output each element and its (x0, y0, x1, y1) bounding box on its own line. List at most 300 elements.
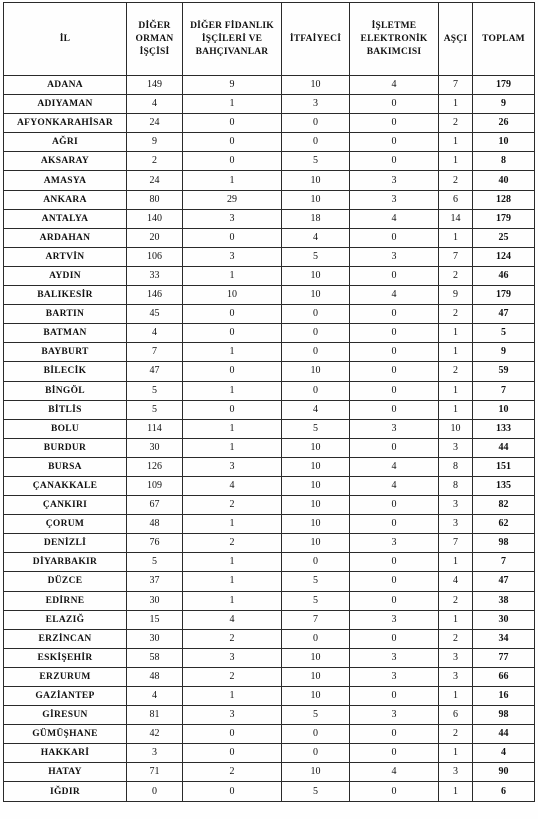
orman-iscisi-cell: 81 (127, 706, 183, 725)
province-cell: GİRESUN (4, 706, 127, 725)
toplam-cell: 179 (473, 209, 535, 228)
orman-iscisi-cell: 106 (127, 247, 183, 266)
toplam-cell: 5 (473, 324, 535, 343)
fidanlik-iscileri-cell: 0 (183, 114, 282, 133)
elektronik-bakimcisi-cell: 0 (350, 381, 439, 400)
elektronik-bakimcisi-cell: 4 (350, 763, 439, 782)
fidanlik-iscileri-cell: 1 (183, 553, 282, 572)
toplam-cell: 90 (473, 763, 535, 782)
itfaiyeci-cell: 0 (282, 133, 350, 152)
toplam-cell: 179 (473, 286, 535, 305)
asci-cell: 2 (439, 305, 473, 324)
province-cell: AĞRI (4, 133, 127, 152)
asci-cell: 2 (439, 725, 473, 744)
fidanlik-iscileri-cell: 1 (183, 572, 282, 591)
toplam-cell: 38 (473, 591, 535, 610)
table-row (4, 95, 535, 114)
column-header-fidanlik-iscileri: DİĞER FİDANLIK İŞÇİLERİ VE BAHÇIVANLAR (183, 3, 282, 76)
asci-cell: 2 (439, 591, 473, 610)
toplam-cell: 30 (473, 610, 535, 629)
elektronik-bakimcisi-cell: 0 (350, 95, 439, 114)
table-row (4, 133, 535, 152)
asci-cell: 3 (439, 763, 473, 782)
fidanlik-iscileri-cell: 2 (183, 534, 282, 553)
orman-iscisi-cell: 20 (127, 228, 183, 247)
itfaiyeci-cell: 5 (282, 572, 350, 591)
orman-iscisi-cell: 2 (127, 152, 183, 171)
asci-cell: 1 (439, 343, 473, 362)
elektronik-bakimcisi-cell: 0 (350, 515, 439, 534)
itfaiyeci-cell: 10 (282, 687, 350, 706)
itfaiyeci-cell: 0 (282, 553, 350, 572)
orman-iscisi-cell: 114 (127, 419, 183, 438)
fidanlik-iscileri-cell: 4 (183, 610, 282, 629)
toplam-cell: 77 (473, 648, 535, 667)
table-row (4, 629, 535, 648)
fidanlik-iscileri-cell: 1 (183, 381, 282, 400)
province-cell: DÜZCE (4, 572, 127, 591)
toplam-cell: 151 (473, 457, 535, 476)
toplam-cell: 6 (473, 782, 535, 801)
asci-cell: 1 (439, 95, 473, 114)
itfaiyeci-cell: 3 (282, 95, 350, 114)
province-cell: ANTALYA (4, 209, 127, 228)
toplam-cell: 4 (473, 744, 535, 763)
asci-cell: 3 (439, 667, 473, 686)
asci-cell: 6 (439, 706, 473, 725)
toplam-cell: 40 (473, 171, 535, 190)
fidanlik-iscileri-cell: 1 (183, 266, 282, 285)
orman-iscisi-cell: 9 (127, 133, 183, 152)
toplam-cell: 10 (473, 400, 535, 419)
table-row (4, 534, 535, 553)
province-cell: ARTVİN (4, 247, 127, 266)
province-cell: ERZİNCAN (4, 629, 127, 648)
orman-iscisi-cell: 5 (127, 400, 183, 419)
asci-cell: 1 (439, 228, 473, 247)
elektronik-bakimcisi-cell: 3 (350, 247, 439, 266)
asci-cell: 3 (439, 515, 473, 534)
elektronik-bakimcisi-cell: 0 (350, 305, 439, 324)
table-row (4, 247, 535, 266)
toplam-cell: 82 (473, 496, 535, 515)
province-cell: HAKKARİ (4, 744, 127, 763)
toplam-cell: 46 (473, 266, 535, 285)
fidanlik-iscileri-cell: 4 (183, 476, 282, 495)
asci-cell: 3 (439, 648, 473, 667)
elektronik-bakimcisi-cell: 3 (350, 190, 439, 209)
elektronik-bakimcisi-cell: 0 (350, 782, 439, 801)
itfaiyeci-cell: 10 (282, 76, 350, 95)
table-row (4, 228, 535, 247)
orman-iscisi-cell: 67 (127, 496, 183, 515)
province-cell: IĞDIR (4, 782, 127, 801)
asci-cell: 4 (439, 572, 473, 591)
province-cell: BİTLİS (4, 400, 127, 419)
itfaiyeci-cell: 18 (282, 209, 350, 228)
elektronik-bakimcisi-cell: 0 (350, 438, 439, 457)
table-row (4, 324, 535, 343)
itfaiyeci-cell: 0 (282, 114, 350, 133)
itfaiyeci-cell: 5 (282, 706, 350, 725)
orman-iscisi-cell: 48 (127, 515, 183, 534)
table-row (4, 343, 535, 362)
fidanlik-iscileri-cell: 0 (183, 305, 282, 324)
table-row (4, 744, 535, 763)
table-row (4, 687, 535, 706)
province-cell: ÇORUM (4, 515, 127, 534)
elektronik-bakimcisi-cell: 4 (350, 476, 439, 495)
table-row (4, 476, 535, 495)
toplam-cell: 179 (473, 76, 535, 95)
table-row (4, 114, 535, 133)
fidanlik-iscileri-cell: 1 (183, 687, 282, 706)
toplam-cell: 44 (473, 438, 535, 457)
table-row (4, 457, 535, 476)
asci-cell: 8 (439, 457, 473, 476)
province-cell: DİYARBAKIR (4, 553, 127, 572)
table-row (4, 553, 535, 572)
orman-iscisi-cell: 4 (127, 687, 183, 706)
fidanlik-iscileri-cell: 1 (183, 343, 282, 362)
orman-iscisi-cell: 24 (127, 114, 183, 133)
elektronik-bakimcisi-cell: 0 (350, 572, 439, 591)
toplam-cell: 25 (473, 228, 535, 247)
fidanlik-iscileri-cell: 1 (183, 95, 282, 114)
elektronik-bakimcisi-cell: 0 (350, 133, 439, 152)
asci-cell: 1 (439, 133, 473, 152)
table-row (4, 515, 535, 534)
orman-iscisi-cell: 24 (127, 171, 183, 190)
asci-cell: 2 (439, 362, 473, 381)
itfaiyeci-cell: 0 (282, 725, 350, 744)
orman-iscisi-cell: 3 (127, 744, 183, 763)
fidanlik-iscileri-cell: 0 (183, 725, 282, 744)
asci-cell: 2 (439, 629, 473, 648)
toplam-cell: 7 (473, 381, 535, 400)
fidanlik-iscileri-cell: 9 (183, 76, 282, 95)
orman-iscisi-cell: 4 (127, 95, 183, 114)
table-row (4, 610, 535, 629)
table-row (4, 591, 535, 610)
orman-iscisi-cell: 149 (127, 76, 183, 95)
itfaiyeci-cell: 10 (282, 667, 350, 686)
table-row (4, 725, 535, 744)
asci-cell: 1 (439, 610, 473, 629)
asci-cell: 1 (439, 553, 473, 572)
table-row (4, 76, 535, 95)
orman-iscisi-cell: 42 (127, 725, 183, 744)
itfaiyeci-cell: 10 (282, 171, 350, 190)
itfaiyeci-cell: 10 (282, 266, 350, 285)
itfaiyeci-cell: 4 (282, 400, 350, 419)
column-header-asci: AŞÇI (439, 3, 473, 76)
fidanlik-iscileri-cell: 1 (183, 515, 282, 534)
table-body (4, 76, 535, 802)
province-cell: GAZİANTEP (4, 687, 127, 706)
elektronik-bakimcisi-cell: 0 (350, 152, 439, 171)
itfaiyeci-cell: 10 (282, 476, 350, 495)
fidanlik-iscileri-cell: 3 (183, 648, 282, 667)
fidanlik-iscileri-cell: 1 (183, 419, 282, 438)
elektronik-bakimcisi-cell: 0 (350, 228, 439, 247)
asci-cell: 14 (439, 209, 473, 228)
itfaiyeci-cell: 10 (282, 457, 350, 476)
elektronik-bakimcisi-cell: 0 (350, 553, 439, 572)
toplam-cell: 62 (473, 515, 535, 534)
orman-iscisi-cell: 146 (127, 286, 183, 305)
asci-cell: 1 (439, 782, 473, 801)
fidanlik-iscileri-cell: 1 (183, 591, 282, 610)
orman-iscisi-cell: 30 (127, 629, 183, 648)
fidanlik-iscileri-cell: 2 (183, 763, 282, 782)
table-row (4, 438, 535, 457)
province-cell: AKSARAY (4, 152, 127, 171)
orman-iscisi-cell: 45 (127, 305, 183, 324)
orman-iscisi-cell: 80 (127, 190, 183, 209)
fidanlik-iscileri-cell: 0 (183, 362, 282, 381)
toplam-cell: 128 (473, 190, 535, 209)
itfaiyeci-cell: 10 (282, 534, 350, 553)
fidanlik-iscileri-cell: 10 (183, 286, 282, 305)
provincial-staff-table (3, 2, 535, 802)
fidanlik-iscileri-cell: 2 (183, 496, 282, 515)
itfaiyeci-cell: 0 (282, 744, 350, 763)
toplam-cell: 124 (473, 247, 535, 266)
orman-iscisi-cell: 47 (127, 362, 183, 381)
toplam-cell: 8 (473, 152, 535, 171)
province-cell: DENİZLİ (4, 534, 127, 553)
orman-iscisi-cell: 58 (127, 648, 183, 667)
orman-iscisi-cell: 5 (127, 381, 183, 400)
itfaiyeci-cell: 0 (282, 343, 350, 362)
table-row (4, 648, 535, 667)
asci-cell: 10 (439, 419, 473, 438)
elektronik-bakimcisi-cell: 0 (350, 725, 439, 744)
itfaiyeci-cell: 4 (282, 228, 350, 247)
elektronik-bakimcisi-cell: 4 (350, 457, 439, 476)
table-row (4, 305, 535, 324)
province-cell: ELAZIĞ (4, 610, 127, 629)
orman-iscisi-cell: 0 (127, 782, 183, 801)
province-cell: ÇANKIRI (4, 496, 127, 515)
orman-iscisi-cell: 33 (127, 266, 183, 285)
elektronik-bakimcisi-cell: 3 (350, 706, 439, 725)
orman-iscisi-cell: 37 (127, 572, 183, 591)
province-cell: BARTIN (4, 305, 127, 324)
itfaiyeci-cell: 5 (282, 782, 350, 801)
elektronik-bakimcisi-cell: 0 (350, 629, 439, 648)
column-header-orman-iscisi: DİĞER ORMAN İŞÇİSİ (127, 3, 183, 76)
fidanlik-iscileri-cell: 1 (183, 171, 282, 190)
table-row (4, 400, 535, 419)
province-cell: BALIKESİR (4, 286, 127, 305)
orman-iscisi-cell: 30 (127, 591, 183, 610)
elektronik-bakimcisi-cell: 0 (350, 362, 439, 381)
toplam-cell: 26 (473, 114, 535, 133)
asci-cell: 1 (439, 400, 473, 419)
asci-cell: 2 (439, 114, 473, 133)
province-cell: BOLU (4, 419, 127, 438)
orman-iscisi-cell: 15 (127, 610, 183, 629)
table-row (4, 190, 535, 209)
itfaiyeci-cell: 10 (282, 362, 350, 381)
fidanlik-iscileri-cell: 0 (183, 152, 282, 171)
province-cell: AMASYA (4, 171, 127, 190)
table-row (4, 381, 535, 400)
province-cell: GÜMÜŞHANE (4, 725, 127, 744)
province-cell: BURDUR (4, 438, 127, 457)
province-cell: AYDIN (4, 266, 127, 285)
asci-cell: 7 (439, 76, 473, 95)
elektronik-bakimcisi-cell: 0 (350, 324, 439, 343)
toplam-cell: 7 (473, 553, 535, 572)
column-header-toplam: TOPLAM (473, 3, 535, 76)
itfaiyeci-cell: 5 (282, 419, 350, 438)
elektronik-bakimcisi-cell: 0 (350, 114, 439, 133)
asci-cell: 8 (439, 476, 473, 495)
province-cell: ARDAHAN (4, 228, 127, 247)
asci-cell: 2 (439, 171, 473, 190)
toplam-cell: 98 (473, 706, 535, 725)
table-row (4, 667, 535, 686)
elektronik-bakimcisi-cell: 3 (350, 667, 439, 686)
toplam-cell: 135 (473, 476, 535, 495)
toplam-cell: 133 (473, 419, 535, 438)
province-cell: ADIYAMAN (4, 95, 127, 114)
province-cell: ESKİŞEHİR (4, 648, 127, 667)
column-header-itfaiyeci: İTFAİYECİ (282, 3, 350, 76)
itfaiyeci-cell: 0 (282, 305, 350, 324)
toplam-cell: 44 (473, 725, 535, 744)
province-cell: BURSA (4, 457, 127, 476)
elektronik-bakimcisi-cell: 3 (350, 171, 439, 190)
province-cell: EDİRNE (4, 591, 127, 610)
column-header-elektronik-bakimcisi: İŞLETME ELEKTRONİK BAKIMCISI (350, 3, 439, 76)
header-row (4, 3, 535, 76)
fidanlik-iscileri-cell: 0 (183, 133, 282, 152)
fidanlik-iscileri-cell: 0 (183, 228, 282, 247)
table-row (4, 706, 535, 725)
itfaiyeci-cell: 5 (282, 152, 350, 171)
toplam-cell: 9 (473, 95, 535, 114)
orman-iscisi-cell: 109 (127, 476, 183, 495)
fidanlik-iscileri-cell: 0 (183, 400, 282, 419)
fidanlik-iscileri-cell: 3 (183, 209, 282, 228)
elektronik-bakimcisi-cell: 4 (350, 209, 439, 228)
itfaiyeci-cell: 7 (282, 610, 350, 629)
elektronik-bakimcisi-cell: 3 (350, 610, 439, 629)
itfaiyeci-cell: 10 (282, 515, 350, 534)
itfaiyeci-cell: 10 (282, 648, 350, 667)
province-cell: HATAY (4, 763, 127, 782)
orman-iscisi-cell: 7 (127, 343, 183, 362)
elektronik-bakimcisi-cell: 0 (350, 343, 439, 362)
elektronik-bakimcisi-cell: 4 (350, 286, 439, 305)
asci-cell: 1 (439, 687, 473, 706)
asci-cell: 9 (439, 286, 473, 305)
itfaiyeci-cell: 0 (282, 629, 350, 648)
toplam-cell: 34 (473, 629, 535, 648)
itfaiyeci-cell: 5 (282, 591, 350, 610)
elektronik-bakimcisi-cell: 0 (350, 496, 439, 515)
table-row (4, 286, 535, 305)
fidanlik-iscileri-cell: 3 (183, 706, 282, 725)
elektronik-bakimcisi-cell: 0 (350, 687, 439, 706)
table-row (4, 782, 535, 801)
orman-iscisi-cell: 71 (127, 763, 183, 782)
table-row (4, 209, 535, 228)
toplam-cell: 10 (473, 133, 535, 152)
fidanlik-iscileri-cell: 1 (183, 438, 282, 457)
fidanlik-iscileri-cell: 3 (183, 247, 282, 266)
fidanlik-iscileri-cell: 0 (183, 782, 282, 801)
toplam-cell: 59 (473, 362, 535, 381)
elektronik-bakimcisi-cell: 0 (350, 400, 439, 419)
table-row (4, 362, 535, 381)
province-cell: ÇANAKKALE (4, 476, 127, 495)
asci-cell: 1 (439, 152, 473, 171)
province-cell: BİNGÖL (4, 381, 127, 400)
orman-iscisi-cell: 5 (127, 553, 183, 572)
fidanlik-iscileri-cell: 29 (183, 190, 282, 209)
itfaiyeci-cell: 5 (282, 247, 350, 266)
itfaiyeci-cell: 10 (282, 286, 350, 305)
itfaiyeci-cell: 0 (282, 324, 350, 343)
itfaiyeci-cell: 0 (282, 381, 350, 400)
table-row (4, 152, 535, 171)
province-cell: ADANA (4, 76, 127, 95)
fidanlik-iscileri-cell: 3 (183, 457, 282, 476)
table-row (4, 763, 535, 782)
toplam-cell: 98 (473, 534, 535, 553)
fidanlik-iscileri-cell: 0 (183, 324, 282, 343)
table-row (4, 266, 535, 285)
table-row (4, 171, 535, 190)
orman-iscisi-cell: 48 (127, 667, 183, 686)
asci-cell: 1 (439, 324, 473, 343)
elektronik-bakimcisi-cell: 3 (350, 419, 439, 438)
toplam-cell: 66 (473, 667, 535, 686)
table-row (4, 496, 535, 515)
asci-cell: 7 (439, 247, 473, 266)
asci-cell: 7 (439, 534, 473, 553)
orman-iscisi-cell: 140 (127, 209, 183, 228)
asci-cell: 1 (439, 744, 473, 763)
itfaiyeci-cell: 10 (282, 763, 350, 782)
asci-cell: 3 (439, 496, 473, 515)
fidanlik-iscileri-cell: 0 (183, 744, 282, 763)
elektronik-bakimcisi-cell: 3 (350, 534, 439, 553)
toplam-cell: 16 (473, 687, 535, 706)
province-cell: BİLECİK (4, 362, 127, 381)
orman-iscisi-cell: 126 (127, 457, 183, 476)
asci-cell: 3 (439, 438, 473, 457)
orman-iscisi-cell: 4 (127, 324, 183, 343)
orman-iscisi-cell: 30 (127, 438, 183, 457)
table-row (4, 572, 535, 591)
province-cell: ERZURUM (4, 667, 127, 686)
elektronik-bakimcisi-cell: 4 (350, 76, 439, 95)
province-cell: AFYONKARAHİSAR (4, 114, 127, 133)
fidanlik-iscileri-cell: 2 (183, 629, 282, 648)
elektronik-bakimcisi-cell: 3 (350, 648, 439, 667)
fidanlik-iscileri-cell: 2 (183, 667, 282, 686)
asci-cell: 2 (439, 266, 473, 285)
province-cell: BATMAN (4, 324, 127, 343)
toplam-cell: 47 (473, 305, 535, 324)
asci-cell: 6 (439, 190, 473, 209)
